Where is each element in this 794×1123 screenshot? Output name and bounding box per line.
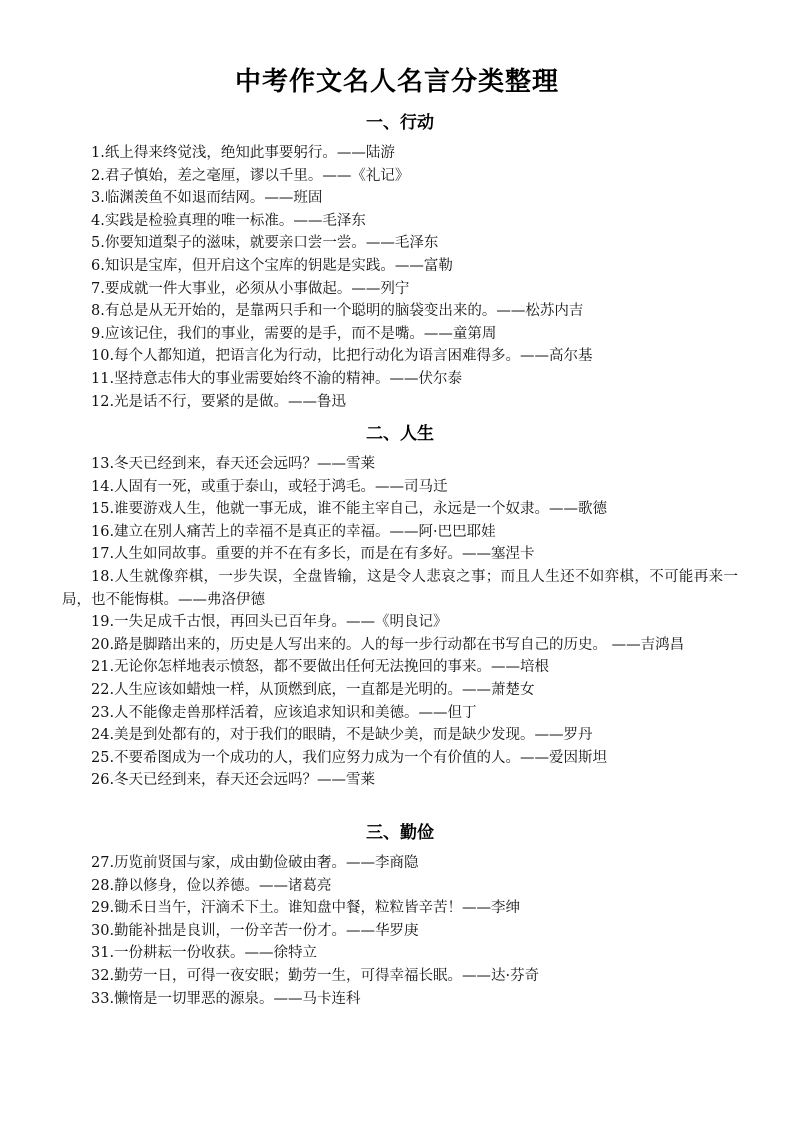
quote-list bbox=[62, 453, 738, 792]
quote-item: 12.光是话不行，要紧的是做。——鲁迅 bbox=[91, 393, 347, 410]
quote-list bbox=[62, 142, 738, 413]
quote-item: 7.要成就一件大事业，必须从小事做起。——列宁 bbox=[91, 280, 410, 297]
section-diligence bbox=[62, 820, 738, 1010]
quote-item: 27.历览前贤国与家，成由勤俭破由奢。——李商隐 bbox=[91, 855, 419, 871]
quote-item: 32.勤劳一日，可得一夜安眠；勤劳一生，可得幸福长眠。——达·芬奇 bbox=[91, 967, 540, 984]
quote-item: 18.人生就像弈棋，一步失误，全盘皆输，这是令人悲哀之事；而且人生还不如弈棋，不可能再来一局，也不能悔棋。——弗洛伊德 bbox=[62, 568, 738, 608]
quote-item: 17.人生如同故事。重要的并不在有多长，而是在有多好。——塞涅卡 bbox=[91, 546, 535, 563]
section-heading: 一、行动 bbox=[366, 113, 434, 133]
quote-item: 23.人不能像走兽那样活着，应该追求知识和美德。——但丁 bbox=[91, 704, 477, 721]
quote-list bbox=[62, 852, 738, 1010]
quote-item: 10.每个人都知道，把语言化为行动，比把行动化为语言困难得多。——高尔基 bbox=[91, 348, 593, 365]
quote-item: 30.勤能补拙是良训，一份辛苦一份才。——华罗庚 bbox=[91, 922, 419, 939]
quote-item: 26.冬天已经到来，春天还会远吗？——雪莱 bbox=[91, 772, 376, 789]
quote-item: 13.冬天已经到来，春天还会远吗？——雪莱 bbox=[91, 456, 376, 472]
quote-item: 20.路是脚踏出来的，历史是人写出来的。人的每一步行动都在书写自己的历史。 ——吉鸿昌 bbox=[91, 636, 685, 653]
quote-item: 1.纸上得来终觉浅，绝知此事要躬行。——陆游 bbox=[91, 145, 395, 161]
section-action bbox=[62, 110, 738, 413]
quote-item: 8.有总是从无开始的，是靠两只手和一个聪明的脑袋变出来的。——松苏内吉 bbox=[91, 303, 584, 320]
section-life bbox=[62, 421, 738, 792]
quote-item: 22.人生应该如蜡烛一样，从顶燃到底，一直都是光明的。——萧楚女 bbox=[91, 681, 535, 698]
quote-item: 9.应该记住，我们的事业，需要的是手，而不是嘴。——童第周 bbox=[91, 325, 497, 342]
quote-item: 19.一失足成千古恨，再回头已百年身。——《明良记》 bbox=[91, 614, 448, 631]
quote-item: 5.你要知道梨子的滋味，就要亲口尝一尝。——毛泽东 bbox=[91, 235, 439, 252]
quote-item: 16.建立在别人痛苦上的幸福不是真正的幸福。——阿·巴巴耶娃 bbox=[91, 523, 496, 540]
quote-item: 25.不要希图成为一个成功的人，我们应努力成为一个有价值的人。——爱因斯坦 bbox=[91, 749, 608, 766]
quote-item: 6.知识是宝库，但开启这个宝库的钥匙是实践。——富勒 bbox=[91, 257, 453, 274]
section-heading: 二、人生 bbox=[366, 424, 434, 444]
quote-item: 11.坚持意志伟大的事业需要始终不渝的精神。——伏尔泰 bbox=[91, 370, 463, 387]
quote-item: 21.无论你怎样地表示愤怒，都不要做出任何无法挽回的事来。——培根 bbox=[91, 659, 550, 676]
quote-item: 3.临渊羡鱼不如退而结网。——班固 bbox=[91, 190, 323, 207]
quote-item: 14.人固有一死，或重于泰山，或轻于鸿毛。——司马迁 bbox=[91, 478, 448, 495]
quote-item: 29.锄禾日当午，汗滴禾下土。谁知盘中餐，粒粒皆辛苦！——李绅 bbox=[91, 900, 521, 917]
quote-item: 28.静以修身，俭以养德。——诸葛亮 bbox=[91, 877, 332, 894]
quote-item: 15.谁要游戏人生，他就一事无成，谁不能主宰自己，永远是一个奴隶。——歌德 bbox=[91, 501, 608, 518]
quote-item: 24.美是到处都有的，对于我们的眼睛，不是缺少美，而是缺少发现。——罗丹 bbox=[91, 727, 593, 744]
quote-item: 4.实践是检验真理的唯一标准。——毛泽东 bbox=[91, 212, 366, 229]
page-title: 中考作文名人名言分类整理 bbox=[234, 67, 559, 97]
quote-item: 2.君子慎始，差之毫厘，谬以千里。——《礼记》 bbox=[91, 167, 410, 184]
section-heading: 三、勤俭 bbox=[366, 823, 434, 843]
quote-item: 31.一份耕耘一份收获。——徐特立 bbox=[91, 945, 318, 962]
quote-item: 33.懒惰是一切罪恶的源泉。——马卡连科 bbox=[91, 990, 361, 1007]
